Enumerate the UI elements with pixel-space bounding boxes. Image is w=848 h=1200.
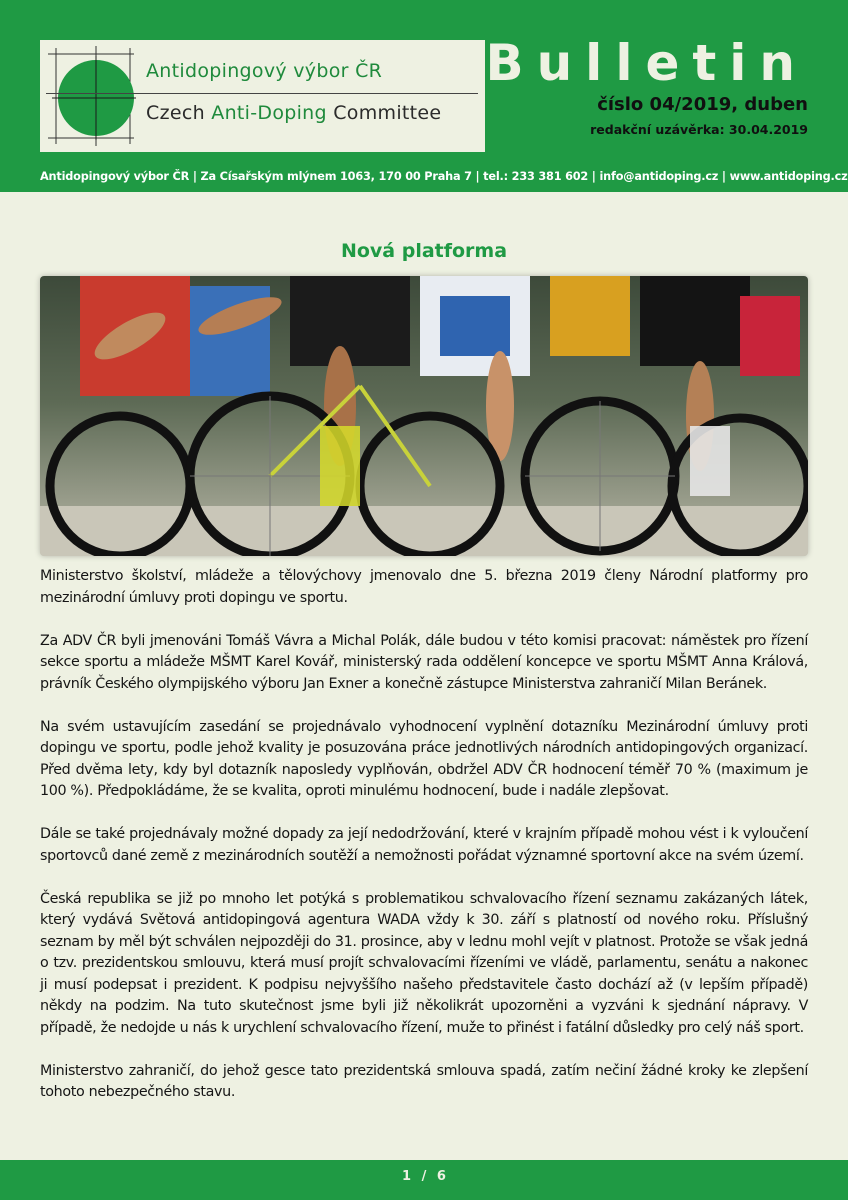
article-paragraph: Za ADV ČR byli jmenováni Tomáš Vávra a Michal Polák, dále budou v této komisi pracovat: náměstek pro řízení sekce sportu a mládeže MŠMT Karel Kovář, ministerský rada oddělení koncepce ve sportu MŠMT Anna Králová, právník Českého olympijského výboru Jan Exner a konečně zástupce Ministerstva zahraničí Milan Beránek.: [40, 632, 808, 692]
bulletin-title: Bulletin: [485, 34, 808, 92]
contact-line: Antidopingový výbor ČR | Za Císařským mlýnem 1063, 170 00 Praha 7 | tel.: 233 381 602 | info@antidoping.cz | www.antidoping.cz: [40, 170, 848, 183]
page-number: 1 / 6: [402, 1169, 446, 1184]
logo-divider: [46, 93, 478, 94]
article-paragraph: Česká republika se již po mnoho let potýká s problematikou schvalovacího řízení seznamu zakázaných látek, který vydává Světová antidopingová agentura WADA vždy k 30. září s platností od nového roku. Příslušný seznam by měl být schválen nejpozději do 31. prosince, aby v lednu mohl vejít v platnost. Protože se však jedná o tzv. prezidentskou smlouvu, která musí projít schvalovacími řízeními ve vládě, parlamentu, senátu a nakonec ji musí podepsat i prezident. K podpisu nejvyššího našeho představitele často dochází až (v lepším případě) někdy na podzim. Na tuto skutečnost jsme byli již několikrát upozorněni a vyzváni k sjednání nápravy. V případě, že nedojde u nás k urychlení schvalovacího řízení, muže to přinést i fatální důsledky pro celý náš sport.: [40, 890, 808, 1036]
article-body: [40, 566, 808, 1125]
article-photo-cyclists: [40, 276, 808, 556]
issue-number: číslo 04/2019, duben: [597, 94, 808, 115]
logo-crosshair-icon: [46, 44, 136, 148]
logo-box: [40, 40, 485, 152]
bulletin-header: [0, 0, 848, 192]
article-paragraph: Ministerstvo zahraničí, do jehož gesce tato prezidentská smlouva spadá, zatím nečiní žádné kroky ke zlepšení tohoto nebezpečného stavu.: [40, 1062, 808, 1100]
article-title: Nová platforma: [340, 240, 508, 262]
editorial-deadline: redakční uzávěrka: 30.04.2019: [590, 122, 808, 137]
article-paragraph: Na svém ustavujícím zasedání se projednávalo vyhodnocení vyplnění dotazníku Mezinárodní úmluvy proti dopingu ve sportu, podle jehož kvality je posuzována práce jednotlivých národních antidopingových organizací. Před dvěma lety, kdy byl dotazník naposledy vyplňován, obdržel ADV ČR hodnocení téměř 70 % (maximum je 100 %). Předpokládáme, že se kvalita, oproti minulému hodnocení, bude i nadále zlepšovat.: [40, 718, 808, 799]
org-name-cz: Antidopingový výbor ČR: [146, 60, 383, 82]
article-paragraph: Dále se také projednávaly možné dopady za její nedodržování, které v krajním případě mohou vést i k vyloučení sportovců dané země z mezinárodních soutěží a nemožnosti pořádat významné sportovní akce na svém území.: [40, 826, 808, 864]
article-paragraph: Ministerstvo školství, mládeže a tělovýchovy jmenovalo dne 5. března 2019 členy Národní platformy pro mezinárodní úmluvy proti dopingu ve sportu.: [40, 568, 808, 606]
org-name-en: Czech Anti-Doping Committee: [146, 102, 442, 124]
